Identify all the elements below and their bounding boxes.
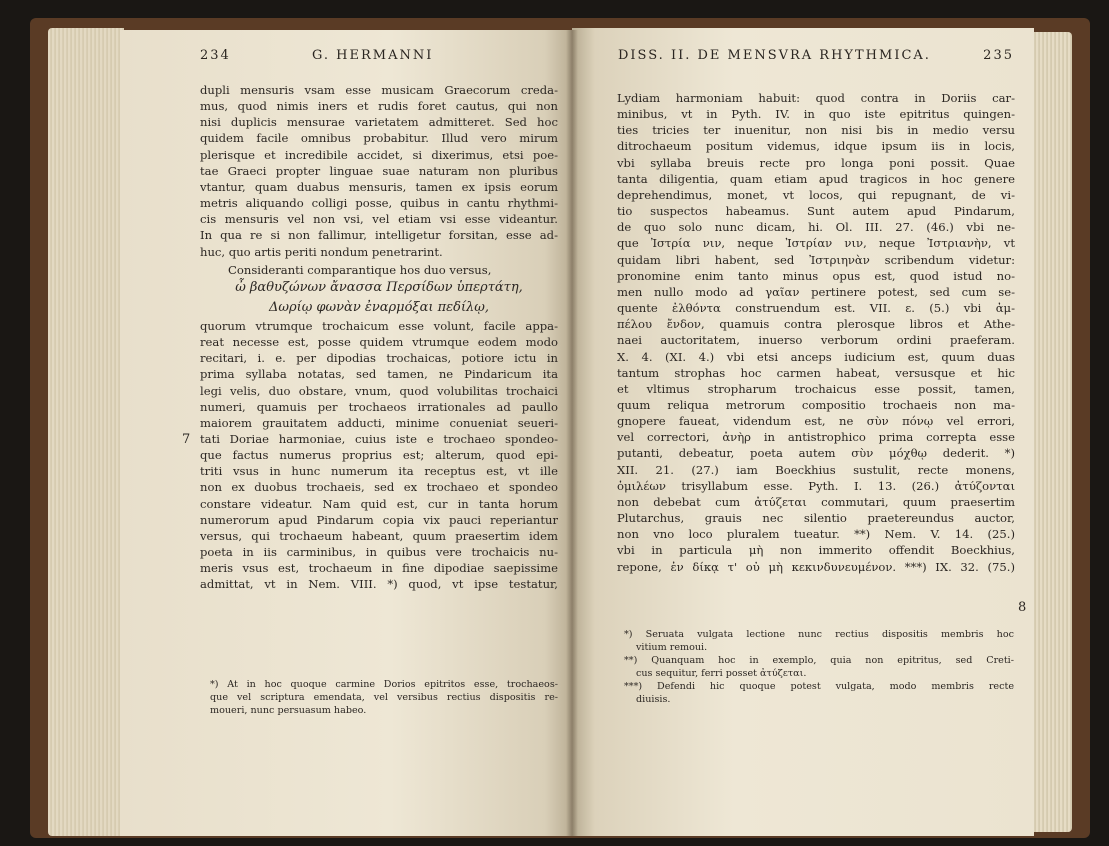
text-line: pronomine enim tanto minus opus est, quod istud no- xyxy=(617,268,1015,283)
text-line: XII. 21. (27.) iam Boeckhius sustulit, recte monens, xyxy=(617,462,1015,477)
paragraph-2-intro: Consideranti comparantique hos duo versus, xyxy=(228,262,492,277)
left-running-head: G. HERMANNI xyxy=(312,48,434,63)
text-line: huc, quo artis periti nondum penetrarint. xyxy=(200,244,443,259)
text-line: recitari, i. e. per dipodias trochaicas, potiore ictu in xyxy=(200,351,558,366)
left-margin-mark: 7 xyxy=(182,432,191,447)
text-line: metris aliquando colligi posse, quibus in cantu rhythmi- xyxy=(200,196,558,211)
left-footnotes xyxy=(210,678,558,717)
text-line: versus, qui trochaeum habeant, quum praesertim idem xyxy=(200,528,558,543)
text-line: quorum vtrumque trochaicum esse volunt, facile appa- xyxy=(200,318,558,333)
text-line: et vltimus stropharum trochaicus esse possit, tamen, xyxy=(617,381,1015,396)
text-line: Lydiam harmoniam habuit: quod contra in Doriis car- xyxy=(617,91,1015,105)
text-line: prima syllaba notatas, sed tamen, ne Pindaricum ita xyxy=(200,367,558,382)
page-edges-right xyxy=(1032,32,1072,832)
text-line: tati Doriae harmoniae, cuius iste e trochaeo spondeo- xyxy=(200,431,558,446)
text-line: quidem facile omnibus probabitur. Illud vero mirum xyxy=(200,131,558,146)
text-line: Plutarchus, grauis nec silentio praetereundus auctor, xyxy=(617,511,1015,526)
text-line: tantum strophas hoc carmen habeat, versusque et hic xyxy=(617,365,1015,380)
text-line: poeta in iis carminibus, in quibus vere trochaicis nu- xyxy=(200,545,558,560)
text-line: ὁμιλέων trisyllabum esse. Pyth. I. 13. (26.) ἀτύζονται xyxy=(617,478,1015,493)
footnote-line: ***) Defendi hic quoque potest vulgata, modo membris recte xyxy=(624,681,1014,692)
text-line: nisi duplicis mensurae varietatem admitteret. Sed hoc xyxy=(200,115,558,130)
text-line: triti vsus in hunc numerum ita receptus est, vt ille xyxy=(200,464,558,479)
paragraph-2 xyxy=(200,318,558,593)
text-line: In qua re si non fallimur, intelligetur forsitan, esse ad- xyxy=(200,228,558,243)
text-line: non vno loco pluralem tueatur. **) Nem. V. 14. (25.) xyxy=(617,527,1015,542)
text-line: putanti, debeatur, poeta autem σὺν μόχθῳ dederit. *) xyxy=(617,446,1015,461)
text-line: quente ἐλθόντα construendum est. VII. ε. (5.) vbi ἀμ- xyxy=(617,301,1015,316)
text-line: que factus numerus proprius est; alterum, quod epi- xyxy=(200,448,558,463)
text-line: non ex duobus trochaeis, sed ex trochaeo et spondeo xyxy=(200,480,558,495)
text-line: tio suspectos habeamus. Sunt autem apud Pindarum, xyxy=(617,204,1015,219)
text-line: plerisque et incredibile accidet, si dixerimus, etsi poe- xyxy=(200,147,558,162)
footnote-line: que vel scriptura emendata, vel versibus rectius dispositis re- xyxy=(210,692,558,703)
text-line: que Ἰστρία νιν, neque Ἰστρίαν νιν, neque Ἰστριανὴν, vt xyxy=(617,236,1015,251)
text-line: repone, ἐν δίκᾳ τ' οὐ μὴ κεκινδυνευμένον. ***) IX. 32. (75.) xyxy=(617,559,1015,574)
text-line: constare videatur. Nam quid est, cur in tanta horum xyxy=(200,496,558,511)
left-body-text xyxy=(200,82,558,593)
text-line: vel correctori, ἀνὴρ in antistrophico prima correpta esse xyxy=(617,430,1015,445)
text-line: gnopere faueat, videndum est, ne σὺν πόνῳ vel errori, xyxy=(617,414,1015,429)
text-line: X. 4. (XI. 4.) vbi etsi anceps iudicium est, quum duas xyxy=(617,349,1015,364)
text-line: quidam libri habent, sed Ἰστριηνὰν scribendum videtur: xyxy=(617,252,1015,267)
text-line: ditrochaeum positum videmus, idque ipsum iis in locis, xyxy=(617,139,1015,154)
footnote-line: moueri, nunc persuasum habeo. xyxy=(210,705,367,716)
left-page-number: 234 xyxy=(200,48,231,63)
right-body-text xyxy=(617,90,1015,575)
text-line: reat necesse est, posse quidem vtrumque eodem modo xyxy=(200,335,558,350)
text-line: legi velis, duo obstare, vnum, quod volubilitas trochaici xyxy=(200,383,558,398)
page-edges-left xyxy=(48,28,124,836)
right-footnotes xyxy=(624,628,1014,706)
text-line: numerorum apud Pindarum copia vix pauci reperiantur xyxy=(200,512,558,527)
text-line: cis mensuris vel non vsi, vel etiam vsi esse videantur. xyxy=(200,212,558,227)
text-line: vbi syllaba breuis recte pro longa poni possit. Quae xyxy=(617,155,1015,170)
text-line: de quo solo nunc dicam, hi. Ol. III. 27. (46.) vbi ne- xyxy=(617,220,1015,235)
text-line: maiorem grauitatem adducti, minime conueniat seueri- xyxy=(200,415,558,430)
right-running-head: DISS. II. DE MENSVRA RHYTHMICA. xyxy=(618,48,931,63)
text-line: vbi in particula μὴ non immerito offendit Boeckhius, xyxy=(617,543,1015,558)
text-line: ties tricies ter inuenitur, non nisi bis in medio versu xyxy=(617,123,1015,138)
text-line: meris vsus est, trochaeum in fine dipodiae saepissime xyxy=(200,561,558,576)
footnote-line: diuisis. xyxy=(636,694,671,705)
text-line: admittat, vt in Nem. VIII. *) quod, vt ipse testatur, xyxy=(200,577,558,592)
text-line: mus, quod nimis iners et rudis foret cautus, qui non xyxy=(200,99,558,114)
footnote-line: *) Seruata vulgata lectione nunc rectius dispositis membris hoc xyxy=(624,629,1014,640)
paragraph-1 xyxy=(200,82,558,260)
footnote-line: *) At in hoc quoque carmine Dorios epitritos esse, trochaeos- xyxy=(210,679,558,690)
text-line: non debebat cum ἀτύζεται commutari, quum praesertim xyxy=(617,494,1015,509)
footnote-line: cus sequitur, ferri posset ἀτύζεται. xyxy=(636,668,807,679)
text-line: men nullo modo ad γαῖαν pertinere potest, sed cum se- xyxy=(617,284,1015,299)
text-line: quum reliqua metrorum compositio trochaeis non ma- xyxy=(617,397,1015,412)
right-page-number: 235 xyxy=(983,48,1014,63)
book-gutter xyxy=(566,30,578,836)
text-line: numeri, quamuis per trochaeos irrationales ad paullo xyxy=(200,399,558,414)
text-line: vtantur, quam duabus mensuris, tamen ex ipsis eorum xyxy=(200,179,558,194)
text-line: minibus, vt in Pyth. IV. in quo iste epitritus quingen- xyxy=(617,107,1015,122)
text-line: tae Graeci propter linguae suae naturam non pluribus xyxy=(200,163,558,178)
right-margin-mark: 8 xyxy=(1018,600,1027,615)
text-line: tanta diligentia, quam etiam apud tragicos in hoc genere xyxy=(617,171,1015,186)
footnote-line: **) Quanquam hoc in exemplo, quia non epitritus, sed Creti- xyxy=(624,655,1014,666)
greek-verse-line: Δωρίῳ φωνὰν ἐναρμόξαι πεδίλῳ, xyxy=(268,299,490,315)
text-line: deprehendimus, monet, vt locos, qui repugnant, de vi- xyxy=(617,187,1015,202)
text-line: dupli mensuris vsam esse musicam Graecorum creda- xyxy=(200,83,558,97)
greek-verse-line: ὦ βαθυζώνων ἄνασσα Περσίδων ὑπερτάτη, xyxy=(235,279,523,295)
text-line: naei auctoritatem, inuerso verborum ordini praeferam. xyxy=(617,333,1015,348)
text-line: πέλου ἔνδον, quamuis contra plerosque libros et Athe- xyxy=(617,317,1015,332)
footnote-line: vitium remoui. xyxy=(636,642,708,653)
